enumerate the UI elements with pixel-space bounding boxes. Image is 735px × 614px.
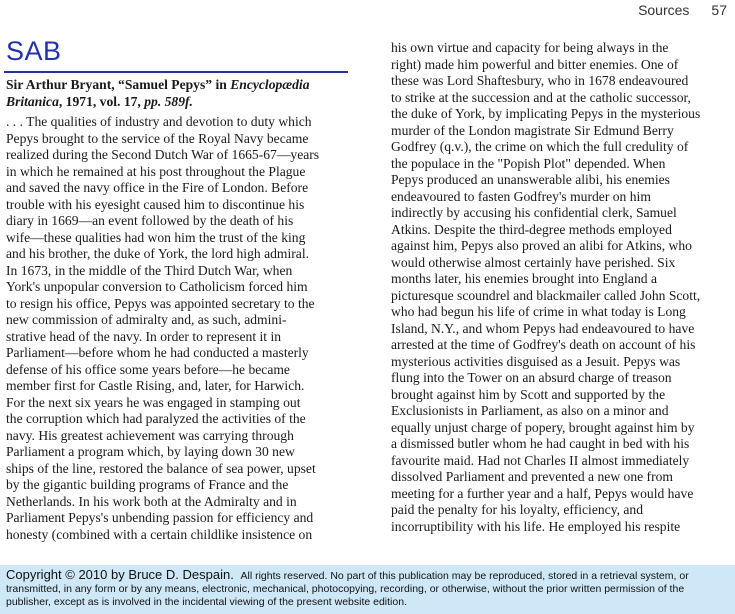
- text-line: York's unpopular conversion to Catholicism forced him: [6, 279, 308, 294]
- heading-rule: [4, 71, 348, 73]
- text-line: trouble with his eyesight caused him to discontinue his: [6, 196, 305, 212]
- text-line: indirectly by accusing his confidential clerk, Samuel: [391, 205, 677, 220]
- copyright-notice: Copyright © 2010 by Bruce D. Despain.: [6, 568, 234, 582]
- text-line: member first for Castle Rising, and, later, for Harwich.: [6, 378, 305, 393]
- body-column-left: [6, 114, 344, 543]
- text-line: incorruptibility with his life. He employed his respite: [391, 518, 681, 534]
- text-line: Atkins. Despite the third-degree methods employed: [391, 221, 672, 237]
- text-line: equally unjust charge of popery, brought against him by: [391, 419, 695, 435]
- text-line: wife—these qualities had won him the trust of the king: [6, 229, 306, 245]
- text-line: against him, Pepys also proved an alibi for Atkins, who: [391, 238, 692, 253]
- text-line: the populace in the "Popish Plot" depended. When: [391, 155, 666, 171]
- text-line: and his brother, the duke of York, the lord high admiral.: [6, 246, 309, 261]
- text-line: brought against him by Scott and supported by the: [391, 386, 666, 402]
- footer-line: transmitted, in any form or by any means, electronic, mechanical, photocopying, recording, or otherwise, without the prior written permission of the: [6, 583, 685, 595]
- text-line: these was Lord Shaftesbury, who in 1678 endeavoured: [391, 73, 689, 88]
- text-line: mysterious activities disguised as a Jesuit. Pepys was: [391, 353, 681, 369]
- text-line: his own virtue and capacity for being always in the: [391, 40, 669, 55]
- rights-notice: All rights reserved. No part of this publication may be reproduced, stored in a retrieval system, or: [240, 570, 689, 582]
- text-line: ships of the line, restored the balance of sea power, upset: [6, 460, 316, 476]
- text-line: the duke of York, by implicating Pepys in the mysterious: [391, 106, 701, 121]
- text-line: strative head of the navy. In order to represent it in: [6, 328, 282, 344]
- text-line: picturesque scoundrel and blackmailer called John Scott,: [391, 287, 701, 303]
- citation-work-part1: Encyclopædia: [230, 77, 310, 92]
- citation: [6, 77, 344, 110]
- text-line: diary in 1669—an event followed by the death of his: [6, 213, 294, 228]
- citation-pages: . 589f.: [157, 93, 193, 109]
- text-line: meeting for a further year and a half, Pepys would have: [391, 485, 694, 501]
- text-line: Netherlands. In his work both at the Admiralty and in: [6, 493, 297, 509]
- text-line: the corruption which had paralyzed the activities of the: [6, 411, 306, 426]
- text-line: Godfrey (q.v.), the crime on which the full credulity of: [391, 139, 689, 154]
- text-line: honesty (combined with a certain childlike insistence on: [6, 526, 313, 542]
- text-line: Pepys produced an unanswerable alibi, his enemies: [391, 172, 670, 187]
- text-line: Pepys brought to the service of the Royal Navy became: [6, 130, 309, 146]
- source-heading: SAB: [6, 36, 62, 66]
- text-line: paid the penalty for his loyalty, efficiency, and: [391, 502, 644, 517]
- text-line: who had begun his life of crime in what today is Long: [391, 304, 686, 319]
- body-column-right: [391, 40, 728, 535]
- text-line: months later, his enemies brought into England a: [391, 271, 657, 286]
- text-line: right) made him powerful and bitter enemies. One of: [391, 56, 679, 72]
- text-line: would otherwise almost certainly have perished. Six: [391, 254, 676, 270]
- text-line: dissolved Parliament and prevented a new one from: [391, 469, 673, 484]
- running-header: [638, 2, 727, 18]
- text-line: defense of his office some years before—he became: [6, 361, 290, 377]
- copyright-footer: [0, 565, 735, 614]
- text-line: In 1673, in the middle of the Third Dutch War, when: [6, 262, 293, 278]
- text-line: and saved the navy office in the Fire of London. Before: [6, 180, 309, 195]
- text-line: . . . The qualities of industry and devotion to duty which: [6, 114, 312, 129]
- text-line: For the next six years he was engaged in stamping out: [6, 394, 301, 410]
- page-number: 57: [711, 2, 727, 18]
- text-line: Parliament—before whom he had conducted a masterly: [6, 345, 309, 360]
- text-line: in which he remained at his post throughout the Plague: [6, 163, 306, 179]
- text-line: arrested at the time of Godfrey's death on account of his: [391, 337, 696, 352]
- section-title: Sources: [638, 2, 690, 18]
- text-line: realized during the Second Dutch War of 1665-67—years: [6, 147, 320, 162]
- footer-line: publisher, except as is involved in the incidental viewing of the present website edition.: [6, 596, 407, 608]
- text-line: Parliament a program which, by laying down 30 new: [6, 444, 295, 459]
- citation-details: , 1971, vol. 17,: [58, 93, 145, 109]
- text-line: a dismissed butler whom he had caught in bed with his: [391, 436, 690, 451]
- citation-pages-label: pp: [144, 93, 158, 109]
- citation-work-part2: Britanica: [6, 93, 59, 109]
- text-line: endeavoured to fasten Godfrey's murder on him: [391, 188, 651, 204]
- text-line: murder of the London magistrate Sir Edmund Berry: [391, 122, 674, 138]
- text-line: flung into the Tower on an absurd charge of treason: [391, 370, 672, 385]
- text-line: new commission of admiralty and, as such, admini-: [6, 312, 287, 327]
- text-line: Parliament Pepys's unbending passion for efficiency and: [6, 510, 314, 525]
- text-line: by the gigantic building programs of France and the: [6, 477, 289, 492]
- text-line: to resign his office, Pepys was appointed secretary to the: [6, 295, 315, 311]
- text-line: Island, N.Y., and whom Pepys had endeavoured to have: [391, 320, 695, 336]
- text-line: navy. His greatest achievement was carrying through: [6, 427, 294, 443]
- text-line: Exclusionists in Parliament, as also on a minor and: [391, 403, 669, 418]
- text-line: to strike at the succession and at the catholic successor,: [391, 89, 691, 105]
- footer-line: [6, 568, 729, 583]
- citation-author: Sir Arthur Bryant, “Samuel Pepys” in: [6, 77, 231, 92]
- text-line: favourite maid. Had not Charles II almost immediately: [391, 452, 690, 468]
